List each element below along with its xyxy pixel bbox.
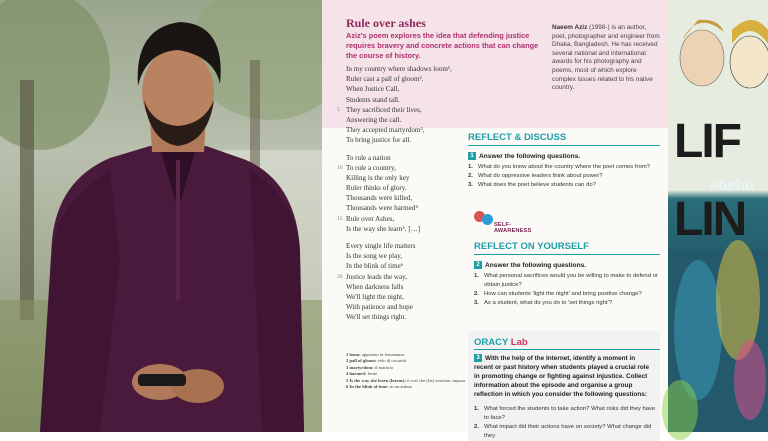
author-name: Naeem Aziz — [552, 24, 588, 31]
question-item: 2. How can students 'light the night' and bring positive change? — [474, 291, 642, 297]
poem-line: We'll light the night, — [346, 292, 404, 301]
poem-line: When darkness falls — [346, 282, 404, 291]
poem-line: Killing is the only key — [346, 173, 410, 182]
oracy-lab-heading: ORACY Lab — [474, 337, 528, 348]
poem-line: Every single life matters — [346, 242, 416, 250]
glossary — [346, 352, 466, 390]
question-item: 1. What do you know about the country where the poet comes from? — [468, 164, 650, 170]
question-number-badge: 2 — [474, 261, 482, 269]
poem-line: Answering the call. — [346, 115, 402, 124]
section-divider — [474, 254, 660, 255]
line-number: 5 — [337, 106, 340, 113]
poem-line: Is the song we play, — [346, 252, 403, 261]
question-1-title: 1 Answer the following questions. — [468, 152, 580, 160]
poem-line: Students stand tall. — [346, 95, 400, 104]
cover-title-line1: LIF — [674, 115, 740, 168]
poem-line: In my country where shadows loom¹, — [346, 65, 452, 73]
question-2-list — [474, 272, 658, 308]
poem-line: Thousands were harmed⁴ — [346, 204, 418, 213]
question-number-badge: 1 — [468, 152, 476, 160]
question-item: 2. What do oppressive leaders think about power? — [468, 173, 603, 179]
line-number: 20 — [337, 273, 343, 280]
line-number: 15 — [337, 215, 343, 222]
poem-title: Rule over ashes — [346, 16, 426, 30]
question-item: 2. What impact did their actions have on society? What change did they — [474, 424, 652, 439]
poem-line: They accepted martyrdom³, — [346, 126, 425, 135]
book-cover — [668, 0, 768, 432]
poem-line: We'll set things right. — [346, 313, 407, 322]
question-item: 3. What does the poet believe students can do? — [468, 182, 596, 188]
glossary-entry: 6 In the blink of time: in un attimo — [346, 384, 413, 390]
poem-line: Justice leads the way, 20 — [337, 272, 407, 281]
poem-line: Rule over Ashes, 15 — [337, 214, 395, 223]
poem-line: Ruler thinks of glory. — [346, 184, 407, 193]
poet-photo — [0, 0, 322, 432]
poem-text — [337, 64, 466, 323]
glossary-entry: 1 loom: appaiono in lontananza — [346, 352, 405, 357]
author-bio-text: (1998-) is an author, poet, photographer and engineer from Dhaka, Bangladesh. He has received several national and international awards for his photography and poems, most of which explore complex issues related to his native country. — [552, 24, 660, 92]
poem-line: Thousands were killed, — [346, 194, 412, 203]
section-divider — [474, 349, 660, 350]
cover-title-line2: LIN — [674, 193, 746, 246]
question-number-badge: 3 — [474, 354, 482, 362]
poem-line: To rule a nation — [346, 153, 391, 162]
poem-line: When Justice Call, — [346, 85, 400, 94]
question-item: 3. As a student, what do you do to 'set things right'? — [474, 300, 612, 306]
poem-line: Is the way she learn⁵. […] — [346, 224, 421, 233]
line-number: 10 — [337, 164, 343, 171]
question-item: 1. What personal sacrifices would you be willing to make to defend or obtain justice? — [474, 273, 658, 288]
section-divider — [468, 145, 660, 146]
question-item: 1. What forced the students to take action? What risks did they have to face? — [474, 406, 656, 421]
person-illustration — [0, 0, 322, 432]
oracy-question-list — [474, 405, 658, 441]
oracy-task-text: 3 With the help of the Internet, identify a moment in recent or past history when students played a crucial role in promoting change or fighting against injustice. Collect information about the episode and organise a group reflection in which you consider the following questions: — [474, 355, 650, 398]
poem-line: To bring justice for all. — [346, 136, 412, 145]
glossary-entry: 4 harmed: ferite — [346, 371, 378, 377]
reflect-discuss-heading: REFLECT & DISCUSS — [468, 132, 567, 143]
glossary-entry: 5 Is the way she learn (learns): è così che (lei) sostiene; impara — [346, 377, 466, 383]
poem-line: They sacrificed their lives, 5 — [337, 105, 422, 114]
self-awareness-badge — [474, 211, 540, 234]
cover-hashtag: #behu — [710, 177, 755, 194]
question-2-title: 2 Answer the following questions. — [474, 261, 586, 269]
glossary-entry: 2 pall of gloom: velo di oscurità — [346, 358, 406, 364]
question-1-list — [468, 163, 660, 190]
textbook-page — [322, 0, 668, 439]
poem-intro: Aziz's poem explores the idea that defending justice requires bravery and concrete actions that can change the course of history. — [346, 31, 539, 60]
glossary-entry: 3 martyrdom: il martirio — [346, 364, 394, 370]
author-bio — [552, 24, 660, 93]
poem-line: To rule a country, 10 — [337, 163, 396, 172]
poem-line: In the blink of time⁶ — [346, 262, 404, 271]
poem-line: With patience and hope — [346, 303, 413, 312]
poem-line: Ruler cast a pall of gloom². — [346, 75, 424, 84]
self-awareness-label: SELF-AWARENESS — [494, 222, 532, 234]
reflect-yourself-heading: REFLECT ON YOURSELF — [474, 241, 589, 252]
